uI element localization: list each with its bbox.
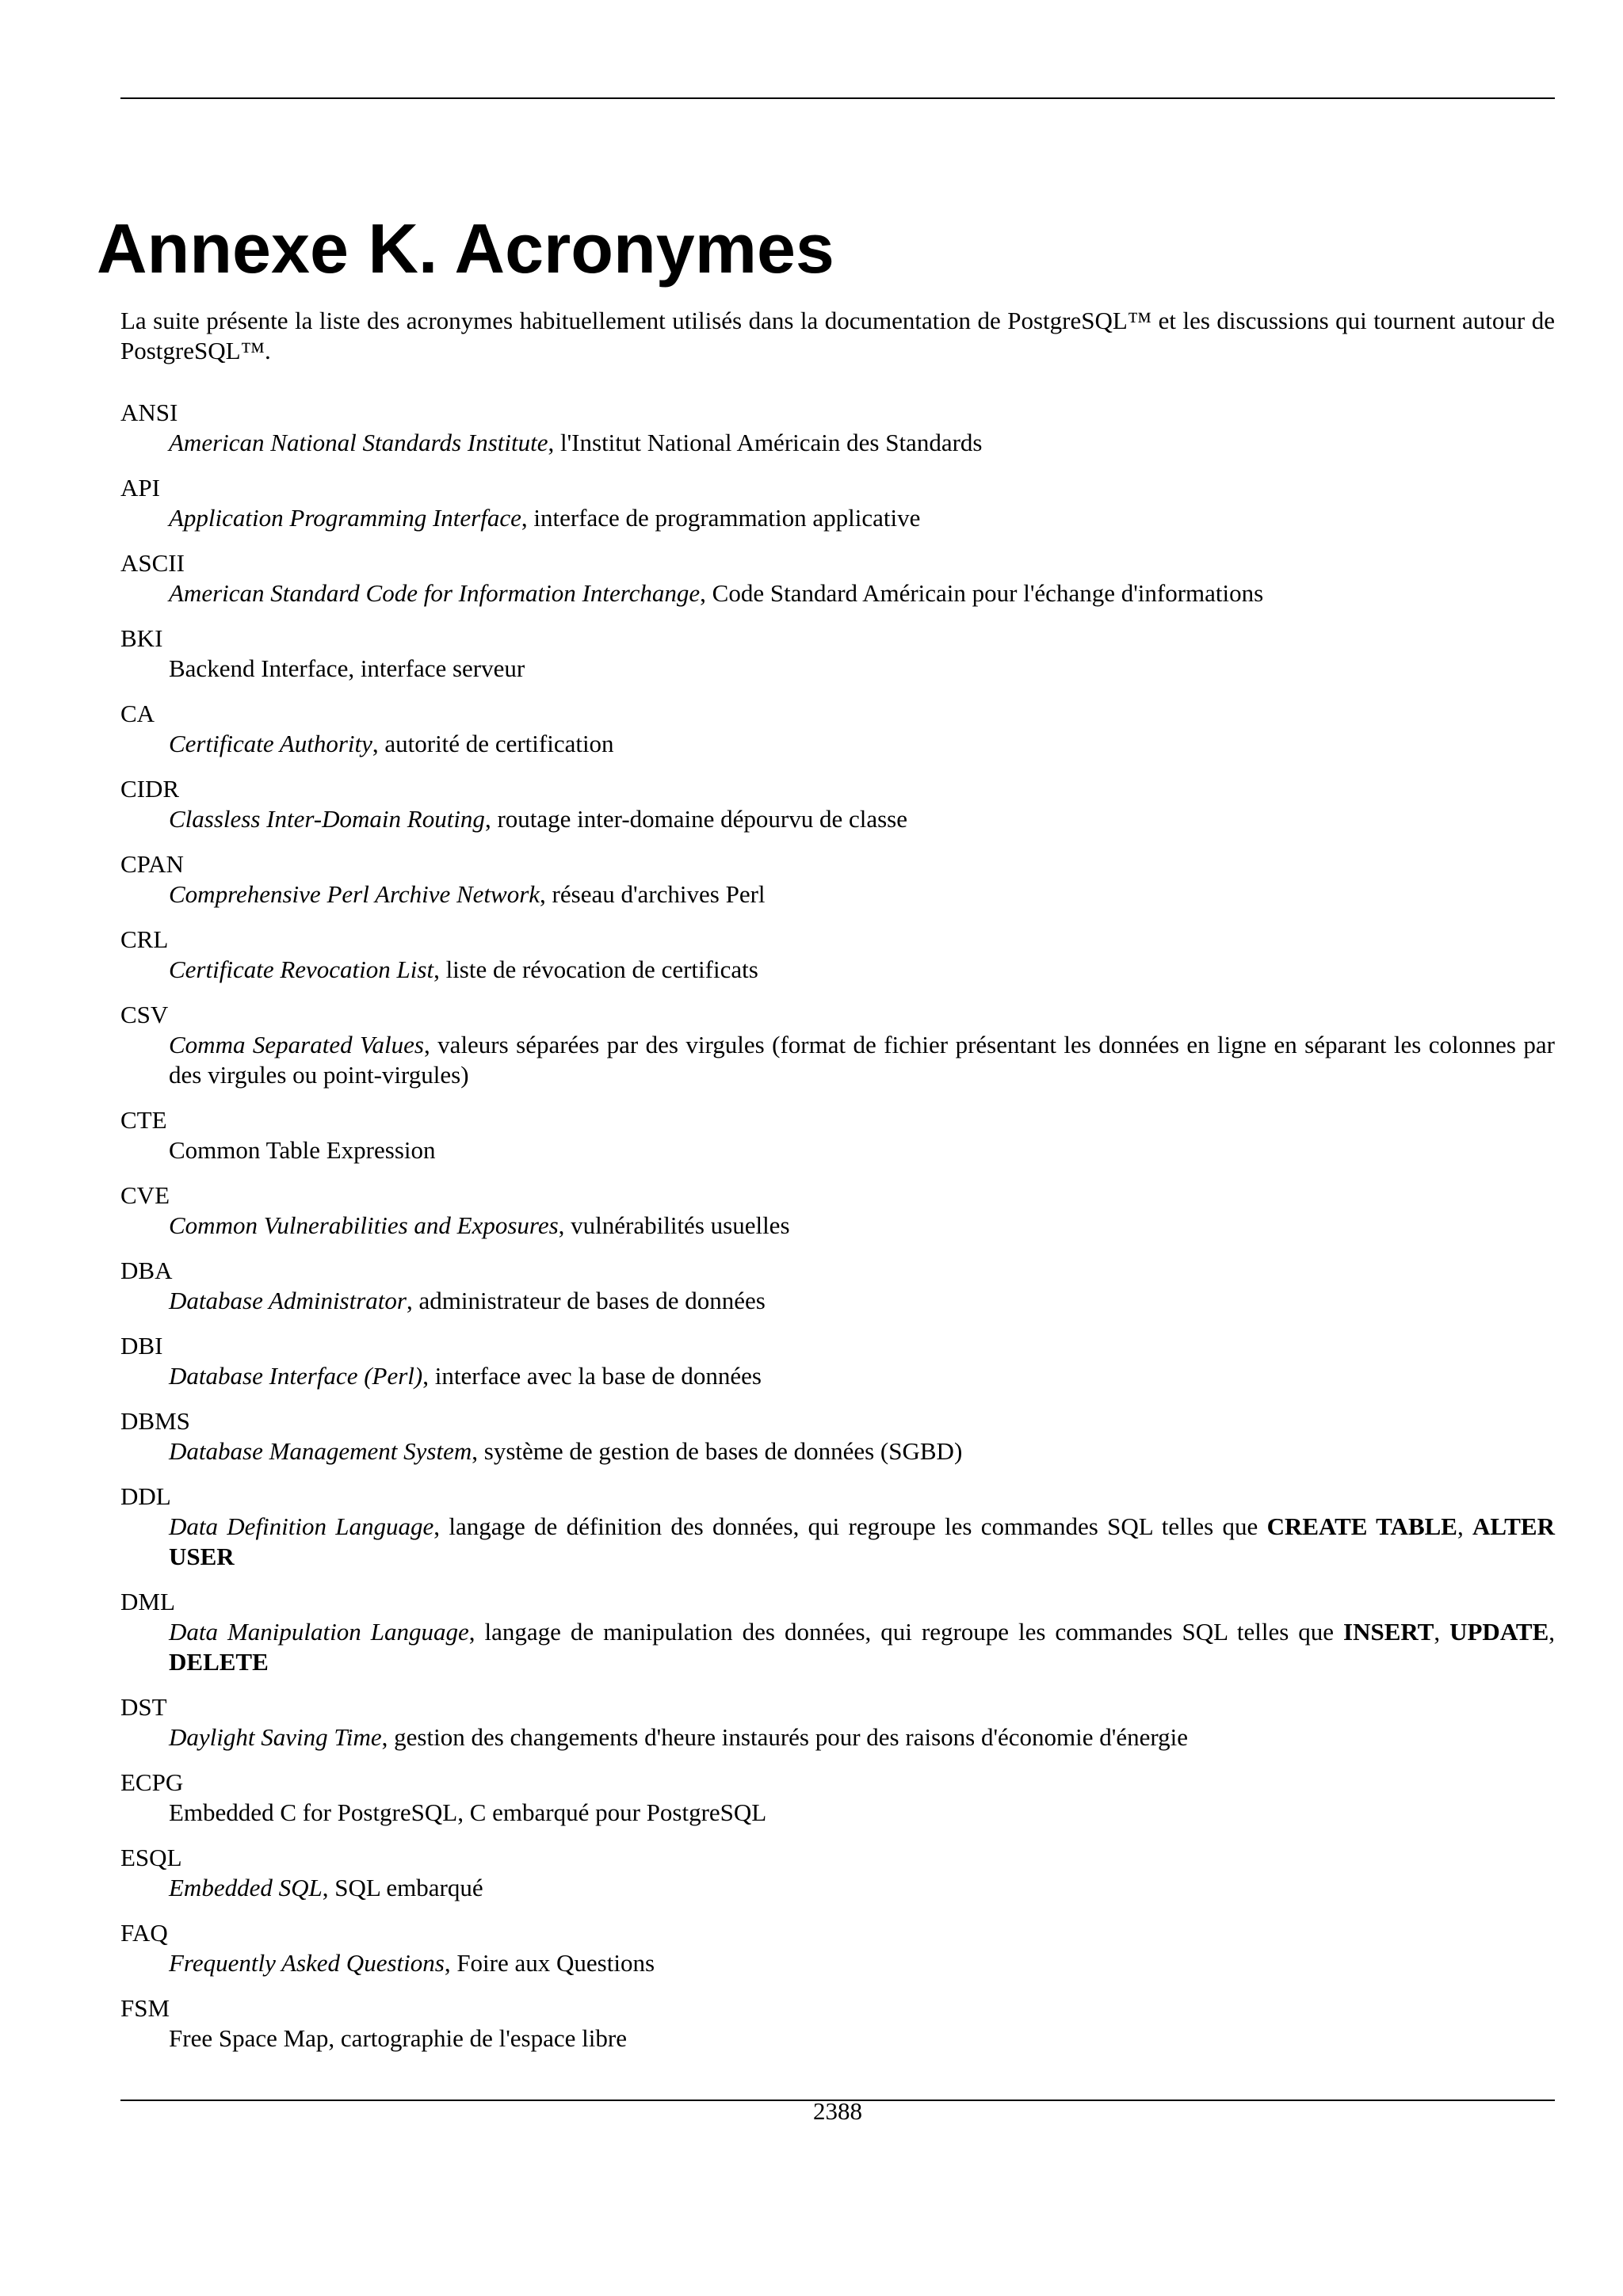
list-item xyxy=(120,1692,1555,1753)
definition-text: , autorité de certification xyxy=(372,730,614,757)
expansion-text: Certificate Revocation List xyxy=(169,955,434,983)
acronym-term: CA xyxy=(120,700,155,727)
expansion-text: Embedded SQL xyxy=(169,1874,323,1901)
definition-text: , xyxy=(1434,1618,1450,1646)
definition-text: , interface avec la base de données xyxy=(422,1362,762,1390)
definition-text: , vulnérabilités usuelles xyxy=(558,1211,790,1239)
page-number: 2388 xyxy=(813,2097,862,2125)
definition-text: , réseau d'archives Perl xyxy=(540,880,766,908)
acronym-term: CSV xyxy=(120,1001,169,1028)
acronym-definition xyxy=(120,804,1555,834)
list-item xyxy=(120,624,1555,684)
acronym-definition xyxy=(120,1436,1555,1466)
definition-text: Backend Interface, interface serveur xyxy=(169,654,525,682)
acronym-definition xyxy=(120,1873,1555,1903)
definition-text: , valeurs séparées par des virgules (format de fichier présentant les données en ligne en séparant les colonnes par des virgules ou point-virgules) xyxy=(169,1031,1555,1089)
definition-text: Embedded C for PostgreSQL, C embarqué pour PostgreSQL xyxy=(169,1798,767,1826)
sql-command-text: ALTER USER xyxy=(169,1512,1555,1570)
list-item xyxy=(120,1993,1555,2054)
list-item xyxy=(120,849,1555,910)
header-rule xyxy=(120,97,1555,99)
acronym-definition xyxy=(120,1512,1555,1572)
acronym-definition xyxy=(120,654,1555,684)
acronym-term: API xyxy=(120,474,160,502)
acronym-term: DML xyxy=(120,1588,175,1615)
acronym-term: CVE xyxy=(120,1181,170,1209)
expansion-text: Database Administrator xyxy=(169,1287,407,1314)
acronym-definition xyxy=(120,1722,1555,1753)
definition-text: , l'Institut National Américain des Standards xyxy=(548,429,983,456)
definition-text: , SQL embarqué xyxy=(322,1874,483,1901)
acronym-term: ANSI xyxy=(120,399,178,426)
list-item xyxy=(120,548,1555,608)
acronym-term: FSM xyxy=(120,1994,170,2022)
acronym-term: DDL xyxy=(120,1482,171,1510)
acronym-definition xyxy=(120,955,1555,985)
acronym-definition xyxy=(120,503,1555,533)
acronym-term: CPAN xyxy=(120,850,184,878)
list-item xyxy=(120,1587,1555,1677)
expansion-text: Common Vulnerabilities and Exposures xyxy=(169,1211,559,1239)
expansion-text: Daylight Saving Time xyxy=(169,1723,382,1751)
acronym-term: ECPG xyxy=(120,1768,184,1796)
acronym-term: FAQ xyxy=(120,1919,168,1947)
acronym-definition xyxy=(120,578,1555,608)
intro-paragraph: La suite présente la liste des acronymes habituellement utilisés dans la documentation de PostgreSQL™ et les discussions qui tournent autour de PostgreSQL™. xyxy=(120,307,1555,364)
sql-command-text: INSERT xyxy=(1343,1618,1434,1646)
acronym-definition xyxy=(120,2023,1555,2054)
page-title: Annexe K. Acronymes xyxy=(97,209,834,288)
expansion-text: Data Definition Language xyxy=(169,1512,434,1540)
acronym-term: CIDR xyxy=(120,775,180,803)
expansion-text: Application Programming Interface xyxy=(169,504,521,532)
acronym-definition xyxy=(120,1361,1555,1391)
definition-text: , interface de programmation applicative xyxy=(521,504,921,532)
definition-text: , xyxy=(1457,1512,1473,1540)
definition-text: , liste de révocation de certificats xyxy=(433,955,758,983)
acronym-list xyxy=(120,398,1555,2069)
expansion-text: Classless Inter-Domain Routing xyxy=(169,805,485,833)
acronym-term: DBA xyxy=(120,1257,173,1284)
acronym-term: ESQL xyxy=(120,1844,182,1871)
acronym-definition xyxy=(120,1030,1555,1090)
list-item xyxy=(120,699,1555,759)
definition-text: , langage de définition des données, qui regroupe les commandes SQL telles que xyxy=(433,1512,1267,1540)
expansion-text: Data Manipulation Language xyxy=(169,1618,469,1646)
list-item xyxy=(120,1406,1555,1466)
acronym-definition xyxy=(120,1135,1555,1165)
acronym-term: ASCII xyxy=(120,549,185,577)
list-item xyxy=(120,1482,1555,1572)
list-item xyxy=(120,1768,1555,1828)
definition-text: , système de gestion de bases de données (SGBD) xyxy=(472,1437,963,1465)
expansion-text: American Standard Code for Information Interchange xyxy=(169,579,701,607)
acronym-term: DBMS xyxy=(120,1407,190,1435)
definition-text: Free Space Map, cartographie de l'espace libre xyxy=(169,2024,627,2052)
expansion-text: Database Interface (Perl) xyxy=(169,1362,423,1390)
list-item xyxy=(120,1000,1555,1090)
sql-command-text: UPDATE xyxy=(1449,1618,1549,1646)
expansion-text: Certificate Authority xyxy=(169,730,372,757)
acronym-definition xyxy=(120,879,1555,910)
acronym-definition xyxy=(120,1798,1555,1828)
list-item xyxy=(120,925,1555,985)
acronym-term: DST xyxy=(120,1693,167,1721)
expansion-text: Comprehensive Perl Archive Network xyxy=(169,880,540,908)
sql-command-text: DELETE xyxy=(169,1648,269,1676)
acronym-term: CRL xyxy=(120,925,169,953)
acronym-definition xyxy=(120,729,1555,759)
list-item xyxy=(120,774,1555,834)
list-item xyxy=(120,1331,1555,1391)
acronym-term: BKI xyxy=(120,624,163,652)
definition-text: , langage de manipulation des données, qui regroupe les commandes SQL telles que xyxy=(468,1618,1344,1646)
acronym-definition xyxy=(120,1948,1555,1978)
acronym-term: DBI xyxy=(120,1332,163,1360)
acronym-definition xyxy=(120,428,1555,458)
definition-text: , administrateur de bases de données xyxy=(406,1287,766,1314)
list-item xyxy=(120,398,1555,458)
list-item xyxy=(120,473,1555,533)
acronym-definition xyxy=(120,1617,1555,1677)
list-item xyxy=(120,1180,1555,1241)
list-item xyxy=(120,1843,1555,1903)
acronym-definition xyxy=(120,1286,1555,1316)
expansion-text: Database Management System xyxy=(169,1437,472,1465)
list-item xyxy=(120,1105,1555,1165)
definition-text: , Foire aux Questions xyxy=(444,1949,655,1977)
list-item xyxy=(120,1256,1555,1316)
definition-text: , gestion des changements d'heure instaurés pour des raisons d'économie d'énergie xyxy=(381,1723,1189,1751)
list-item xyxy=(120,1918,1555,1978)
definition-text: , Code Standard Américain pour l'échange d'informations xyxy=(700,579,1264,607)
definition-text: , routage inter-domaine dépourvu de classe xyxy=(484,805,908,833)
definition-text: Common Table Expression xyxy=(169,1136,436,1164)
acronym-term: CTE xyxy=(120,1106,167,1134)
expansion-text: Comma Separated Values xyxy=(169,1031,424,1058)
sql-command-text: CREATE TABLE xyxy=(1266,1512,1457,1540)
expansion-text: American National Standards Institute xyxy=(169,429,548,456)
definition-text: , xyxy=(1549,1618,1556,1646)
expansion-text: Frequently Asked Questions xyxy=(169,1949,445,1977)
acronym-definition xyxy=(120,1211,1555,1241)
